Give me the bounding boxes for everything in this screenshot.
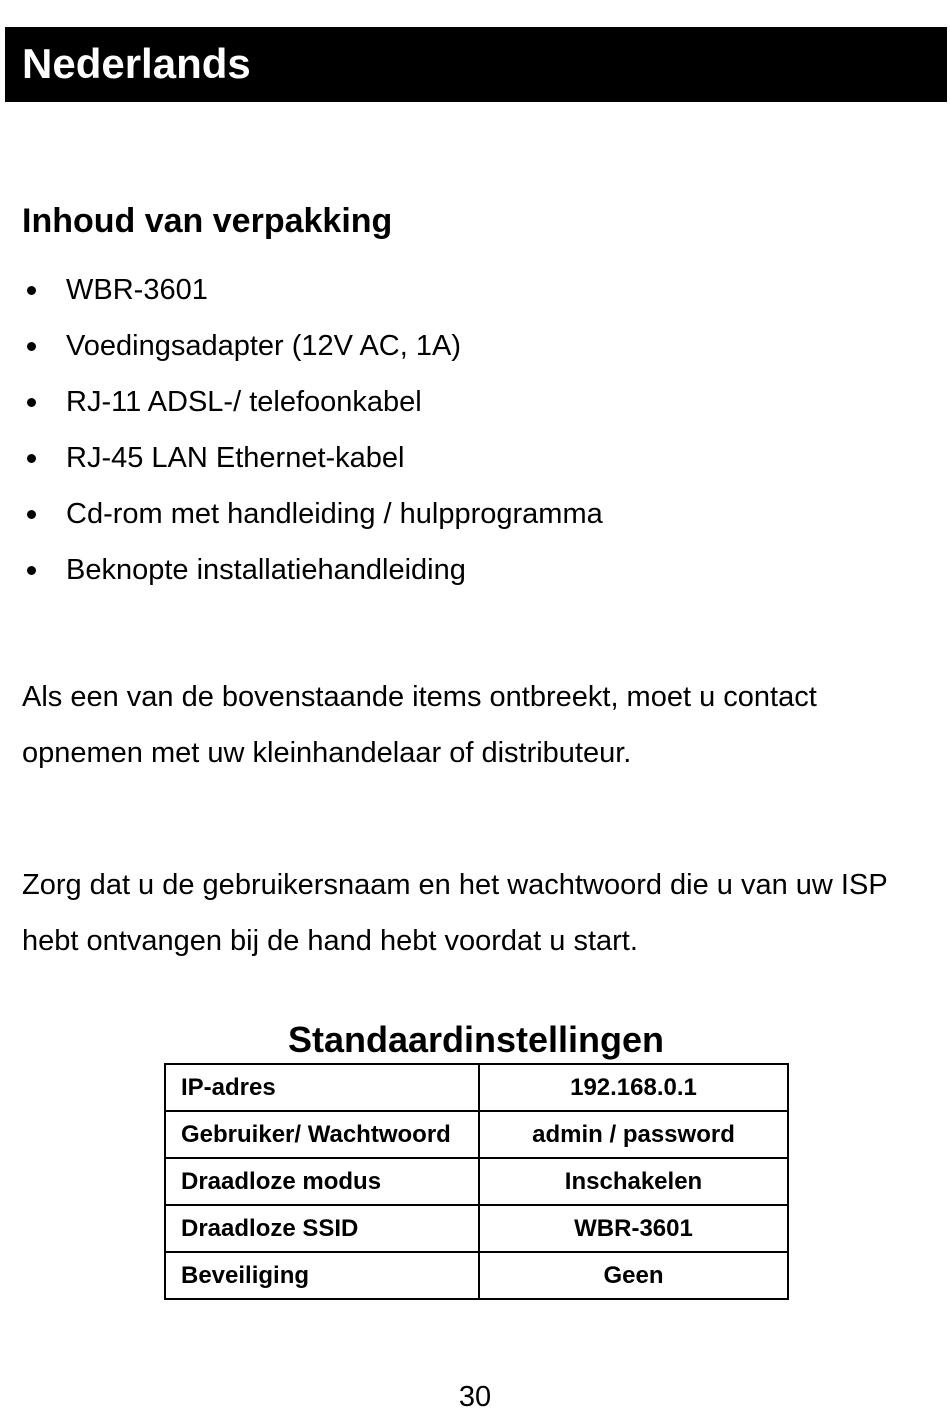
- setting-label: IP-adres: [165, 1064, 479, 1111]
- table-row: [165, 1064, 788, 1111]
- list-item-text: RJ-11 ADSL-/ telefoonkabel: [66, 386, 422, 418]
- default-settings-table: [164, 1063, 789, 1300]
- page-number: 30: [458, 1381, 492, 1413]
- bullet-icon: [27, 510, 36, 519]
- setting-value: Geen: [479, 1252, 788, 1299]
- missing-items-paragraph: Als een van de bovenstaande items ontbreekt, moet u contact opnemen met uw kleinhandelaar of distributeur.: [22, 681, 817, 769]
- setting-value: WBR-3601: [479, 1205, 788, 1252]
- list-item-text: Voedingsadapter (12V AC, 1A): [66, 330, 461, 362]
- setting-label: Gebruiker/ Wachtwoord: [165, 1111, 479, 1158]
- bullet-icon: [27, 454, 36, 463]
- list-item-text: Beknopte installatiehandleiding: [66, 554, 466, 586]
- setting-label: Draadloze SSID: [165, 1205, 479, 1252]
- default-settings-title: Standaardinstellingen: [287, 1019, 665, 1060]
- language-title: Nederlands: [22, 40, 251, 87]
- bullet-icon: [27, 566, 36, 575]
- package-contents-title: Inhoud van verpakking: [22, 202, 393, 240]
- language-header-bar: [5, 27, 947, 102]
- list-item-text: Cd-rom met handleiding / hulpprogramma: [66, 498, 603, 530]
- list-item-text: WBR-3601: [66, 274, 208, 306]
- table-row: [165, 1205, 788, 1252]
- table-row: [165, 1111, 788, 1158]
- table-row: [165, 1158, 788, 1205]
- bullet-icon: [27, 398, 36, 407]
- setting-value: Inschakelen: [479, 1158, 788, 1205]
- bullet-icon: [27, 286, 36, 295]
- table-row: [165, 1252, 788, 1299]
- setting-value: admin / password: [479, 1111, 788, 1158]
- setting-label: Beveiliging: [165, 1252, 479, 1299]
- bullet-icon: [27, 342, 36, 351]
- setting-value: 192.168.0.1: [479, 1064, 788, 1111]
- list-item-text: RJ-45 LAN Ethernet-kabel: [66, 442, 405, 474]
- isp-credentials-paragraph: Zorg dat u de gebruikersnaam en het wachtwoord die u van uw ISP hebt ontvangen bij de hand hebt voordat u start.: [22, 869, 888, 957]
- setting-label: Draadloze modus: [165, 1158, 479, 1205]
